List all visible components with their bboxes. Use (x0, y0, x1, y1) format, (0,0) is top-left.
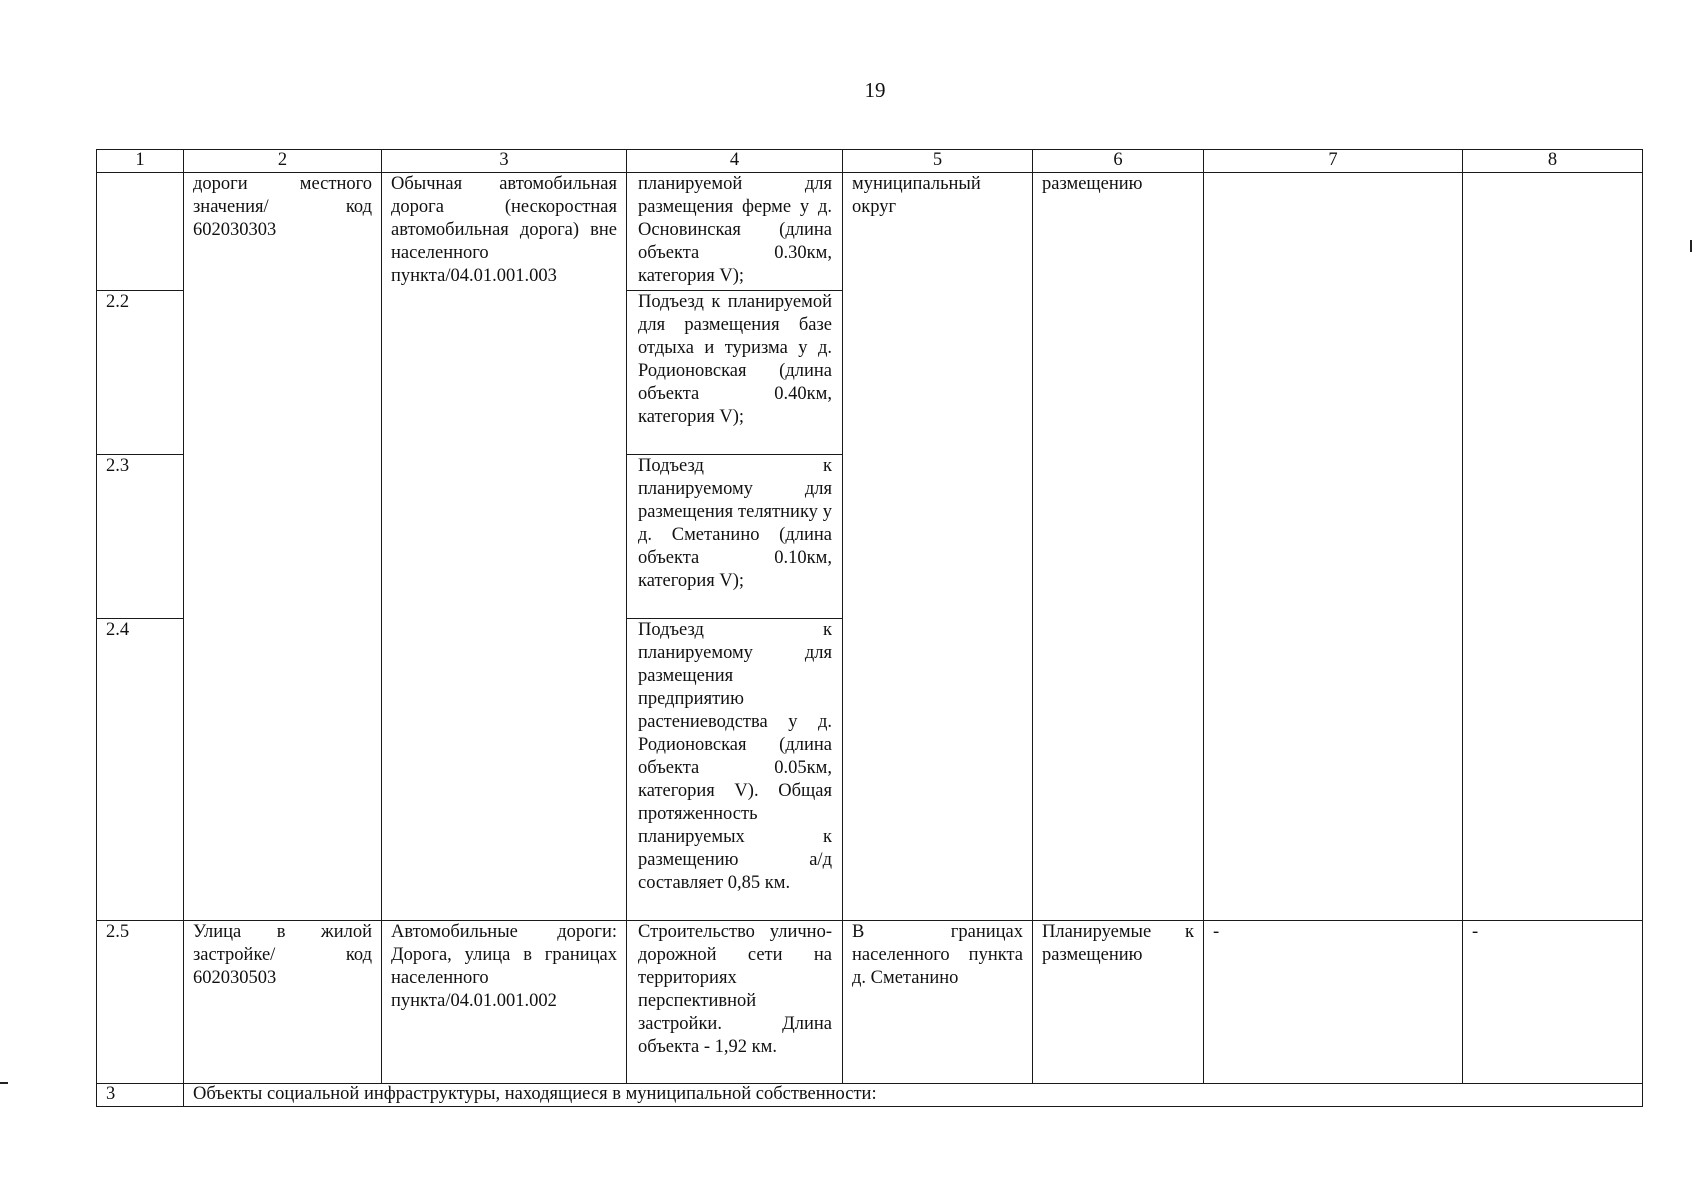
object-description: Подъезд к планируемой для размещения базе отдыха и туризма у д. Родионовская (длина объекта 0.40км, категория V); (627, 291, 843, 455)
header-cell: 7 (1204, 150, 1463, 173)
object-name: дороги местного значения/ код 602030303 (184, 173, 382, 921)
header-cell: 8 (1463, 150, 1643, 173)
header-row (97, 150, 1643, 173)
objects-table (96, 149, 1643, 1107)
object-status: размещению (1033, 173, 1204, 921)
row-number (97, 173, 184, 291)
header-cell: 4 (627, 150, 843, 173)
section-number: 3 (97, 1084, 184, 1107)
header-cell: 1 (97, 150, 184, 173)
header-cell: 6 (1033, 150, 1204, 173)
object-location: муниципальный округ (843, 173, 1033, 921)
object-name: Улица в жилой застройке/ код 602030503 (184, 921, 382, 1084)
row-number: 2.3 (97, 455, 184, 619)
object-description: Подъезд к планируемому для размещения телятнику у д. Сметанино (длина объекта 0.10км, категория V); (627, 455, 843, 619)
section-row (97, 1084, 1643, 1107)
object-description: планируемой для размещения ферме у д. Основинская (длина объекта 0.30км, категория V); (627, 173, 843, 291)
col-8-cell: - (1463, 921, 1643, 1084)
scan-edge-mark (1690, 240, 1692, 252)
object-status: Планируемые к размещению (1033, 921, 1204, 1084)
row-number: 2.2 (97, 291, 184, 455)
col-7-cell: - (1204, 921, 1463, 1084)
col-8-cell (1463, 173, 1643, 921)
header-cell: 2 (184, 150, 382, 173)
table-row (97, 173, 1643, 291)
header-cell: 5 (843, 150, 1033, 173)
section-title: Объекты социальной инфраструктуры, находящиеся в муниципальной собственности: (184, 1084, 1643, 1107)
object-type: Обычная автомобильная дорога (нескоростная автомобильная дорога) вне населенного пункта/04.01.001.003 (382, 173, 627, 921)
row-number: 2.4 (97, 619, 184, 921)
object-location: В границах населенного пункта д. Сметанино (843, 921, 1033, 1084)
page-number: 19 (864, 78, 886, 102)
object-type: Автомобильные дороги: Дорога, улица в границах населенного пункта/04.01.001.002 (382, 921, 627, 1084)
table-row (97, 921, 1643, 1084)
header-cell: 3 (382, 150, 627, 173)
col-7-cell (1204, 173, 1463, 921)
row-number: 2.5 (97, 921, 184, 1084)
object-description: Строительство улично-дорожной сети на территориях перспективной застройки. Длина объекта - 1,92 км. (627, 921, 843, 1084)
scan-edge-mark (0, 1082, 8, 1084)
object-description: Подъезд к планируемому для размещения предприятию растениеводства у д. Родионовская (длина объекта 0.05км, категория V). Общая протяженность планируемых к размещению а/д составляет 0,85 км. (627, 619, 843, 921)
